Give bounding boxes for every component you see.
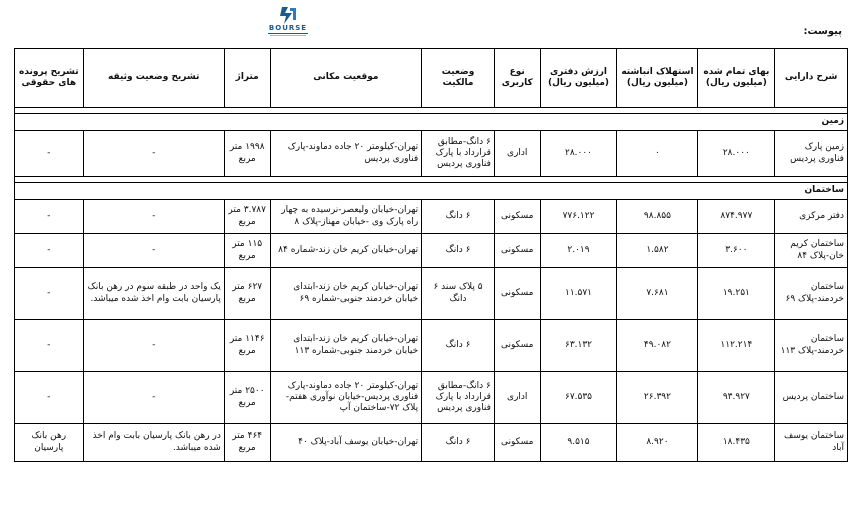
cell-book-value: ۶۳.۱۳۲ xyxy=(540,320,617,372)
table-row xyxy=(15,268,848,320)
cell-mortgage: - xyxy=(83,320,224,372)
cell-usage: اداری xyxy=(494,131,540,177)
col-header-area: متراژ xyxy=(224,49,270,108)
bourse-logo-icon xyxy=(262,4,314,42)
logo-text: BOURSE xyxy=(268,24,308,32)
cell-mortgage: - xyxy=(83,200,224,234)
col-header-legal: تشریح پرونده های حقوقی xyxy=(15,49,84,108)
cell-usage: مسکونی xyxy=(494,200,540,234)
table-row xyxy=(15,234,848,268)
cell-area: ۱۹۹۸ متر مربع xyxy=(224,131,270,177)
attachment-label: پیوست: xyxy=(803,26,842,37)
table-row xyxy=(15,320,848,372)
cell-ownership: ۶ دانگ xyxy=(422,200,495,234)
cell-book-value: ۲.۰۱۹ xyxy=(540,234,617,268)
cell-cost: ۸۷۴.۹۷۷ xyxy=(698,200,775,234)
cell-book-value: ۲۸.۰۰۰ xyxy=(540,131,617,177)
cell-location: تهران-خیابان کریم خان زند-ابتدای خیابان خردمند جنوبی-شماره ۱۱۳ xyxy=(270,320,422,372)
col-header-cost: بهای تمام شده (میلیون ریال) xyxy=(698,49,775,108)
cell-location: تهران-خیابان کریم خان زند-شماره ۸۴ xyxy=(270,234,422,268)
cell-cost: ۹۳.۹۲۷ xyxy=(698,372,775,424)
cell-desc: ساختمان کریم خان-پلاک ۸۴ xyxy=(775,234,848,268)
cell-area: ۴۶۴ متر مربع xyxy=(224,424,270,462)
cell-book-value: ۹.۵۱۵ xyxy=(540,424,617,462)
cell-usage: مسکونی xyxy=(494,234,540,268)
cell-usage: اداری xyxy=(494,372,540,424)
cell-depreciation: ۱.۵۸۲ xyxy=(617,234,698,268)
cell-cost: ۲۸.۰۰۰ xyxy=(698,131,775,177)
cell-location: تهران-خیابان یوسف آباد-پلاک ۴۰ xyxy=(270,424,422,462)
cell-book-value: ۱۱.۵۷۱ xyxy=(540,268,617,320)
table-row xyxy=(15,200,848,234)
table-row xyxy=(15,424,848,462)
cell-location: تهران-کیلومتر ۲۰ جاده دماوند-پارک فناوری پردیس-خیابان نوآوری هفتم-پلاک ۷۲-ساختمان آپ xyxy=(270,372,422,424)
section-land xyxy=(15,114,848,131)
cell-desc: ساختمان پردیس xyxy=(775,372,848,424)
cell-cost: ۱۱۲.۲۱۴ xyxy=(698,320,775,372)
cell-location: تهران-خیابان کریم خان زند-ابتدای خیابان خردمند جنوبی-شماره ۶۹ xyxy=(270,268,422,320)
cell-location: تهران-خیابان ولیعصر-نرسیده به چهار راه پارک وی -خیابان مهناز-پلاک ۸ xyxy=(270,200,422,234)
cell-legal: - xyxy=(15,234,84,268)
cell-book-value: ۶۷.۵۳۵ xyxy=(540,372,617,424)
cell-mortgage: در رهن بانک پارسیان بابت وام اخذ شده میباشد. xyxy=(83,424,224,462)
cell-depreciation: ۴۹.۰۸۲ xyxy=(617,320,698,372)
col-header-book-value: ارزش دفتری (میلیون ریال) xyxy=(540,49,617,108)
cell-legal: - xyxy=(15,131,84,177)
cell-mortgage: - xyxy=(83,234,224,268)
table-row xyxy=(15,131,848,177)
cell-ownership: ۶ دانگ-مطابق قرارداد با پارک فناوری پردیس xyxy=(422,372,495,424)
table-row xyxy=(15,372,848,424)
cell-location: تهران-کیلومتر ۲۰ جاده دماوند-پارک فناوری پردیس xyxy=(270,131,422,177)
assets-table xyxy=(14,48,848,462)
col-header-usage: نوع کاربری xyxy=(494,49,540,108)
cell-mortgage: - xyxy=(83,131,224,177)
cell-desc: ساختمان یوسف آباد xyxy=(775,424,848,462)
cell-book-value: ۷۷۶.۱۲۲ xyxy=(540,200,617,234)
cell-ownership: ۶ دانگ xyxy=(422,234,495,268)
cell-cost: ۱۸.۴۳۵ xyxy=(698,424,775,462)
cell-cost: ۱۹.۲۵۱ xyxy=(698,268,775,320)
col-header-ownership: وضعیت مالکیت xyxy=(422,49,495,108)
cell-mortgage: یک واحد در طبقه سوم در رهن بانک پارسیان بابت وام اخذ شده میباشد. xyxy=(83,268,224,320)
col-header-depreciation: استهلاک انباشته (میلیون ریال) xyxy=(617,49,698,108)
cell-usage: مسکونی xyxy=(494,268,540,320)
cell-depreciation: ۰ xyxy=(617,131,698,177)
cell-ownership: ۵ پلاک سند ۶ دانگ xyxy=(422,268,495,320)
header-row xyxy=(15,49,848,108)
cell-usage: مسکونی xyxy=(494,320,540,372)
cell-legal: - xyxy=(15,372,84,424)
col-header-desc: شرح دارایی xyxy=(775,49,848,108)
cell-area: ۱۱۵ متر مربع xyxy=(224,234,270,268)
cell-cost: ۳.۶۰۰ xyxy=(698,234,775,268)
cell-desc: زمین پارک فناوری پردیس xyxy=(775,131,848,177)
cell-ownership: ۶ دانگ xyxy=(422,424,495,462)
cell-depreciation: ۸.۹۲۰ xyxy=(617,424,698,462)
cell-area: ۳.۷۸۷ متر مربع xyxy=(224,200,270,234)
cell-ownership: ۶ دانگ-مطابق قرارداد با پارک فناوری پردیس xyxy=(422,131,495,177)
section-building xyxy=(15,183,848,200)
cell-depreciation: ۷.۶۸۱ xyxy=(617,268,698,320)
cell-desc: ساختمان خردمند-پلاک ۱۱۳ xyxy=(775,320,848,372)
logo-underline xyxy=(268,33,308,34)
cell-depreciation: ۲۶.۳۹۲ xyxy=(617,372,698,424)
cell-depreciation: ۹۸.۸۵۵ xyxy=(617,200,698,234)
logo-subline xyxy=(270,35,306,36)
cell-mortgage: - xyxy=(83,372,224,424)
section-land-label: زمین xyxy=(15,114,848,131)
cell-legal: - xyxy=(15,320,84,372)
cell-legal: رهن بانک پارسیان xyxy=(15,424,84,462)
cell-area: ۱۱۴۶ متر مربع xyxy=(224,320,270,372)
col-header-location: موقعیت مکانی xyxy=(270,49,422,108)
cell-desc: دفتر مرکزی xyxy=(775,200,848,234)
cell-desc: ساختمان خردمند-پلاک ۶۹ xyxy=(775,268,848,320)
cell-legal: - xyxy=(15,268,84,320)
cell-area: ۲۵۰۰ متر مربع xyxy=(224,372,270,424)
cell-ownership: ۶ دانگ xyxy=(422,320,495,372)
cell-usage: مسکونی xyxy=(494,424,540,462)
cell-legal: - xyxy=(15,200,84,234)
col-header-mortgage: تشریح وضعیت وثیقه xyxy=(83,49,224,108)
section-building-label: ساختمان xyxy=(15,183,848,200)
cell-area: ۶۲۷ متر مربع xyxy=(224,268,270,320)
